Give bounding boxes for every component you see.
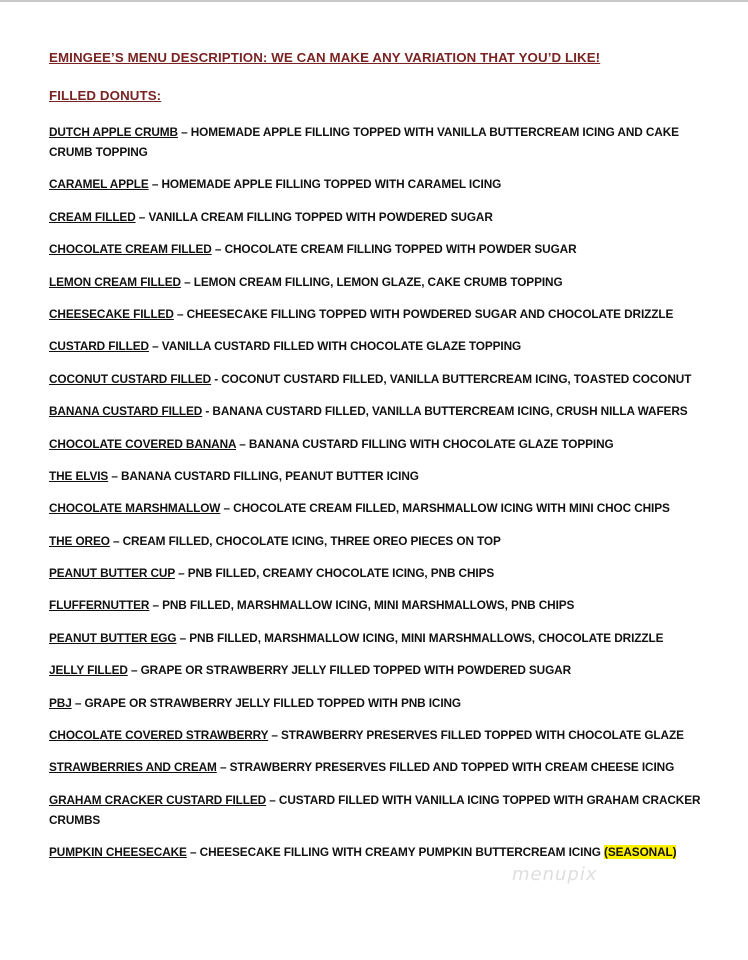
menu-item — [49, 693, 719, 713]
menu-item-name: PEANUT BUTTER EGG — [49, 630, 177, 645]
menu-item-description: CHEESECAKE FILLING TOPPED WITH POWDERED SUGAR AND CHOCOLATE DRIZZLE — [186, 306, 674, 321]
menu-item — [49, 790, 719, 830]
menu-item-description: COCONUT CUSTARD FILLED, VANILLA BUTTERCREAM ICING, TOASTED COCONUT — [221, 371, 692, 386]
menu-item-description: STRAWBERRY PRESERVES FILLED TOPPED WITH CHOCOLATE GLAZE — [281, 728, 684, 743]
section-heading-filled-donuts: FILLED DONUTS: — [49, 88, 162, 103]
menu-item — [49, 369, 719, 389]
menu-item-description: PNB FILLED, MARSHMALLOW ICING, MINI MARSHMALLOWS, CHOCOLATE DRIZZLE — [189, 630, 664, 645]
menu-item — [49, 842, 719, 862]
menu-item-list — [49, 122, 719, 875]
menu-item — [49, 595, 719, 615]
menu-item-description: CUSTARD FILLED WITH VANILLA ICING TOPPED WITH GRAHAM CRACKER CRUMBS — [49, 792, 701, 827]
menu-item-separator: – — [186, 845, 200, 860]
menu-item-description: CHOCOLATE CREAM FILLED, MARSHMALLOW ICING WITH MINI CHOC CHIPS — [233, 501, 670, 516]
menu-item-name: COCONUT CUSTARD FILLED — [49, 371, 212, 386]
menu-item — [49, 174, 719, 194]
menu-item-separator: – — [108, 468, 122, 483]
menu-item-separator: – — [148, 339, 162, 354]
menu-item — [49, 498, 719, 518]
menu-item-name: CHOCOLATE MARSHMALLOW — [49, 501, 221, 516]
menu-item-description: GRAPE OR STRAWBERRY JELLY FILLED TOPPED WITH PNB ICING — [84, 695, 461, 710]
menu-item-description: BANANA CUSTARD FILLING, PEANUT BUTTER ICING — [121, 468, 419, 483]
menu-item-name: CHOCOLATE COVERED STRAWBERRY — [49, 728, 269, 743]
menu-item-separator: – — [236, 436, 249, 451]
menu-item-description: CHOCOLATE CREAM FILLING TOPPED WITH POWDER SUGAR — [224, 242, 577, 257]
menu-item-name: CUSTARD FILLED — [49, 339, 149, 354]
menu-item-description: STRAWBERRY PRESERVES FILLED AND TOPPED WITH CREAM CHEESE ICING — [229, 760, 675, 775]
menu-item-separator: – — [180, 274, 194, 289]
menu-item-name: LEMON CREAM FILLED — [49, 274, 181, 289]
menu-item-name: CARAMEL APPLE — [49, 177, 149, 192]
menu-item-separator: - — [211, 371, 222, 386]
menu-item-separator: – — [211, 242, 225, 257]
menu-item-name: DUTCH APPLE CRUMB — [49, 125, 178, 139]
menu-item-name: THE ELVIS — [49, 468, 109, 483]
menu-item-name: JELLY FILLED — [49, 663, 128, 678]
menu-item-separator: – — [176, 630, 190, 645]
menu-item-name: PUMPKIN CHEESECAKE — [49, 845, 187, 860]
menu-item-name: PEANUT BUTTER CUP — [49, 566, 175, 581]
menu-item-description: CREAM FILLED, CHOCOLATE ICING, THREE OREO PIECES ON TOP — [122, 533, 501, 548]
menu-item — [49, 336, 719, 356]
menu-item — [49, 531, 719, 551]
menu-item-separator: – — [220, 501, 234, 516]
menu-item-description: BANANA CUSTARD FILLED, VANILLA BUTTERCREAM ICING, CRUSH NILLA WAFERS — [212, 404, 688, 419]
menu-item-name: CHOCOLATE COVERED BANANA — [49, 436, 237, 451]
menu-item — [49, 304, 719, 324]
menu-item-separator: – — [174, 566, 188, 581]
menu-item-name: GRAHAM CRACKER CUSTARD FILLED — [49, 792, 267, 807]
menu-item-description: PNB FILLED, MARSHMALLOW ICING, MINI MARSHMALLOWS, PNB CHIPS — [162, 598, 575, 613]
menu-item-separator: – — [266, 792, 279, 807]
menu-item-separator: – — [127, 663, 141, 678]
menu-item — [49, 272, 719, 292]
menu-item — [49, 401, 719, 421]
menu-item-description: VANILLA CREAM FILLING TOPPED WITH POWDERED SUGAR — [148, 209, 493, 224]
menu-item-name: STRAWBERRIES AND CREAM — [49, 760, 217, 775]
menu-item — [49, 660, 719, 680]
menu-item — [49, 628, 719, 648]
menu-item-description: BANANA CUSTARD FILLING WITH CHOCOLATE GLAZE TOPPING — [248, 436, 614, 451]
menu-item-name: CREAM FILLED — [49, 209, 136, 224]
menu-item-separator: – — [135, 209, 149, 224]
menu-item — [49, 563, 719, 583]
menu-item-description: PNB FILLED, CREAMY CHOCOLATE ICING, PNB CHIPS — [187, 566, 495, 581]
menu-item-separator: – — [173, 306, 187, 321]
menu-item — [49, 239, 719, 259]
menu-item-description: VANILLA CUSTARD FILLED WITH CHOCOLATE GLAZE TOPPING — [161, 339, 522, 354]
menu-item-separator: – — [148, 177, 162, 192]
menu-item-separator: – — [216, 760, 230, 775]
menu-item-separator: – — [177, 125, 191, 139]
menu-item-name: THE OREO — [49, 533, 110, 548]
menu-item — [49, 434, 719, 454]
menu-item-description: LEMON CREAM FILLING, LEMON GLAZE, CAKE CRUMB TOPPING — [193, 274, 563, 289]
menu-item — [49, 207, 719, 227]
seasonal-tag: (SEASONAL) — [604, 845, 677, 860]
menu-item-separator: - — [202, 404, 213, 419]
menu-item-name: FLUFFERNUTTER — [49, 598, 150, 613]
menu-item-description: HOMEMADE APPLE FILLING TOPPED WITH CARAMEL ICING — [161, 177, 502, 192]
menu-item-separator: – — [268, 728, 281, 743]
menu-item-name: BANANA CUSTARD FILLED — [49, 404, 203, 419]
page-title: EMINGEE’S MENU DESCRIPTION: WE CAN MAKE ANY VARIATION THAT YOU’D LIKE! — [49, 50, 601, 65]
menu-item — [49, 122, 719, 162]
watermark: menupix — [512, 864, 598, 885]
menu-item-description: GRAPE OR STRAWBERRY JELLY FILLED TOPPED WITH POWDERED SUGAR — [140, 663, 572, 678]
menu-item-name: PBJ — [49, 695, 72, 710]
menu-item-separator: – — [149, 598, 163, 613]
menu-item — [49, 757, 719, 777]
menu-item-name: CHEESECAKE FILLED — [49, 306, 174, 321]
menu-item-description: HOMEMADE APPLE FILLING TOPPED WITH VANILLA BUTTERCREAM ICING AND CAKE CRUMB TOPPING — [49, 125, 679, 159]
menu-item-separator: – — [71, 695, 85, 710]
menu-item — [49, 466, 719, 486]
menu-item-description: CHEESECAKE FILLING WITH CREAMY PUMPKIN BUTTERCREAM ICING — [199, 845, 605, 860]
menu-item — [49, 725, 719, 745]
menu-item-separator: – — [109, 533, 123, 548]
menu-item-name: CHOCOLATE CREAM FILLED — [49, 242, 212, 257]
